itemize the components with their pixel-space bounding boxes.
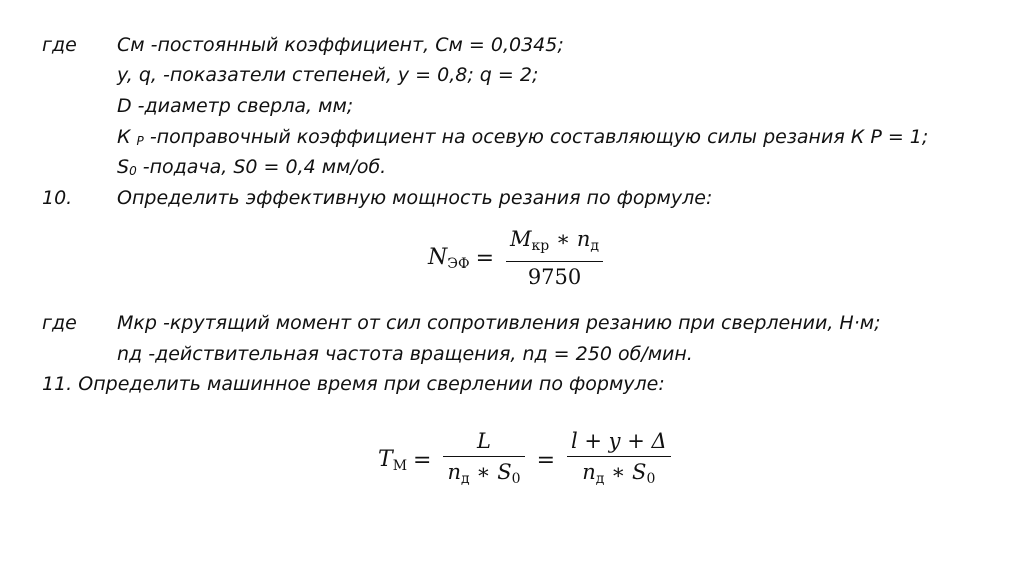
line-label: где (42, 312, 77, 334)
line-text: nд -действительная частота вращения, nд = 250 об/мин. (117, 343, 693, 365)
equals-sign: = (475, 245, 495, 271)
fraction-bar (567, 456, 671, 457)
denominator: 9750 (527, 265, 582, 289)
fraction-bar (506, 261, 603, 262)
line-label: 10. (42, 187, 73, 209)
fraction-1 (443, 428, 524, 492)
denominator: nд ∗ S0 (447, 460, 521, 487)
formula-lhs: TМ (378, 446, 408, 474)
fraction-2 (567, 428, 671, 492)
formula-lhs: NЭФ (428, 244, 470, 272)
line-text: См -постоянный коэффициент, См = 0,0345; (117, 34, 564, 56)
line-text: y, q, -показатели степеней, y = 0,8; q = 2; (117, 64, 539, 86)
line-label: где (42, 34, 77, 56)
formula-machine-time (378, 428, 677, 492)
equals-sign-2: = (536, 447, 555, 473)
line-text: Определить эффективную мощность резания по формуле: (117, 187, 713, 209)
numerator: l + y + Δ (571, 429, 667, 453)
numerator: Mкр ∗ nд (510, 227, 600, 254)
numerator: L (477, 429, 491, 453)
line-text: К Р -поправочный коэффициент на осевую составляющую силы резания К Р = 1; (117, 126, 929, 148)
fraction (506, 226, 603, 290)
fraction-bar (443, 456, 524, 457)
denominator: nд ∗ S0 (582, 460, 656, 487)
formula-effective-power (428, 226, 609, 290)
equals-sign: = (413, 447, 432, 473)
line-text: D -диаметр сверла, мм; (117, 95, 354, 117)
line-text: Мкр -крутящий момент от сил сопротивления резанию при сверлении, Н·м; (117, 312, 881, 334)
line-text: 11. Определить машинное время при сверлении по формуле: (42, 373, 665, 395)
line-text: S0 -подача, S0 = 0,4 мм/об. (117, 156, 387, 178)
